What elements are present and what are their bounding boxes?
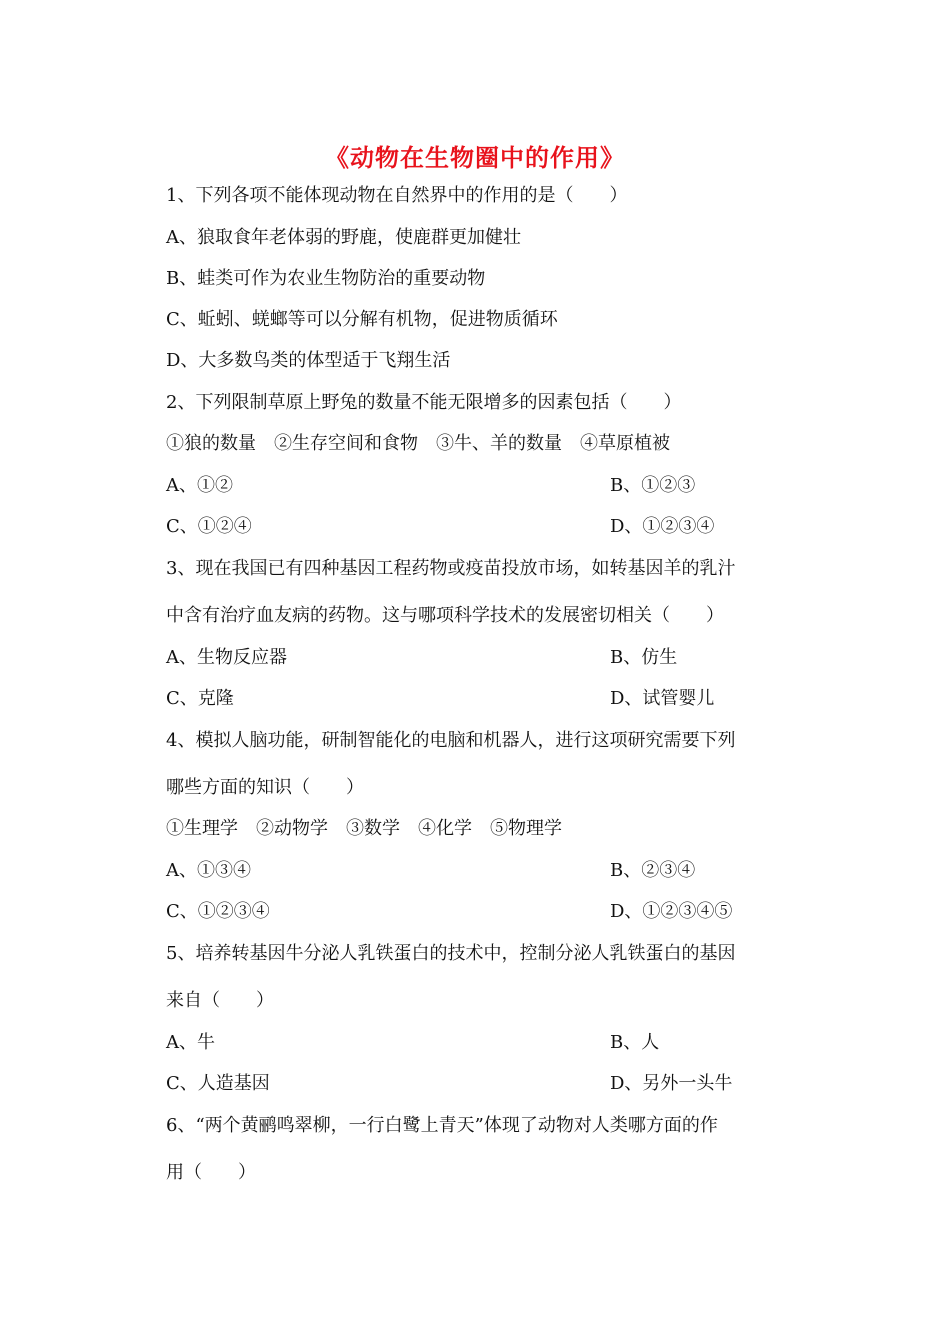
- question-5-stem-line-2: 来自（ ）: [166, 990, 274, 1011]
- question-4-option-d: D、①②③④⑤: [610, 901, 733, 922]
- question-3-option-a: A、生物反应器: [166, 647, 287, 668]
- question-3-stem-line-2: 中含有治疗血友病的药物。这与哪项科学技术的发展密切相关（ ）: [166, 605, 724, 626]
- question-4-option-c: C、①②③④: [166, 901, 270, 922]
- question-2-option-b: B、①②③: [610, 475, 696, 496]
- question-2-option-c: C、①②④: [166, 516, 252, 537]
- question-4-stem-line-2: 哪些方面的知识（ ）: [166, 777, 364, 798]
- question-6-stem-line-2: 用（ ）: [166, 1162, 256, 1183]
- question-1-stem: 1、下列各项不能体现动物在自然界中的作用的是（ ）: [166, 185, 628, 206]
- question-3-option-d: D、试管婴儿: [610, 688, 715, 709]
- question-2-option-d: D、①②③④: [610, 516, 715, 537]
- question-4-stem-line-1: 4、模拟人脑功能，研制智能化的电脑和机器人，进行这项研究需要下列: [166, 730, 736, 751]
- question-5-option-a: A、牛: [166, 1032, 215, 1053]
- question-5-option-c: C、人造基因: [166, 1073, 270, 1094]
- question-1-option-d: D、大多数鸟类的体型适于飞翔生活: [166, 350, 451, 371]
- question-3-stem-line-1: 3、现在我国已有四种基因工程药物或疫苗投放市场，如转基因羊的乳汁: [166, 558, 736, 579]
- question-3-option-b: B、仿生: [610, 647, 678, 668]
- question-6-stem-line-1: 6、“两个黄鹂鸣翠柳，一行白鹭上青天”体现了动物对人类哪方面的作: [166, 1115, 718, 1136]
- question-3-option-c: C、克隆: [166, 688, 234, 709]
- question-1-option-b: B、蛙类可作为农业生物防治的重要动物: [166, 268, 486, 289]
- question-5-option-d: D、另外一头牛: [610, 1073, 733, 1094]
- question-4-option-a: A、①③④: [166, 860, 251, 881]
- page-title: 《动物在生物圈中的作用》: [325, 144, 625, 172]
- question-2-option-a: A、①②: [166, 475, 233, 496]
- question-1-option-a: A、狼取食年老体弱的野鹿，使鹿群更加健壮: [166, 227, 521, 248]
- question-5-option-b: B、人: [610, 1032, 660, 1053]
- question-2-items: ①狼的数量 ②生存空间和食物 ③牛、羊的数量 ④草原植被: [166, 433, 670, 454]
- question-4-option-b: B、②③④: [610, 860, 696, 881]
- question-4-items: ①生理学 ②动物学 ③数学 ④化学 ⑤物理学: [166, 818, 562, 839]
- question-2-stem: 2、下列限制草原上野兔的数量不能无限增多的因素包括（ ）: [166, 392, 682, 413]
- question-1-option-c: C、蚯蚓、蜣螂等可以分解有机物，促进物质循环: [166, 309, 558, 330]
- question-5-stem-line-1: 5、培养转基因牛分泌人乳铁蛋白的技术中，控制分泌人乳铁蛋白的基因: [166, 943, 736, 964]
